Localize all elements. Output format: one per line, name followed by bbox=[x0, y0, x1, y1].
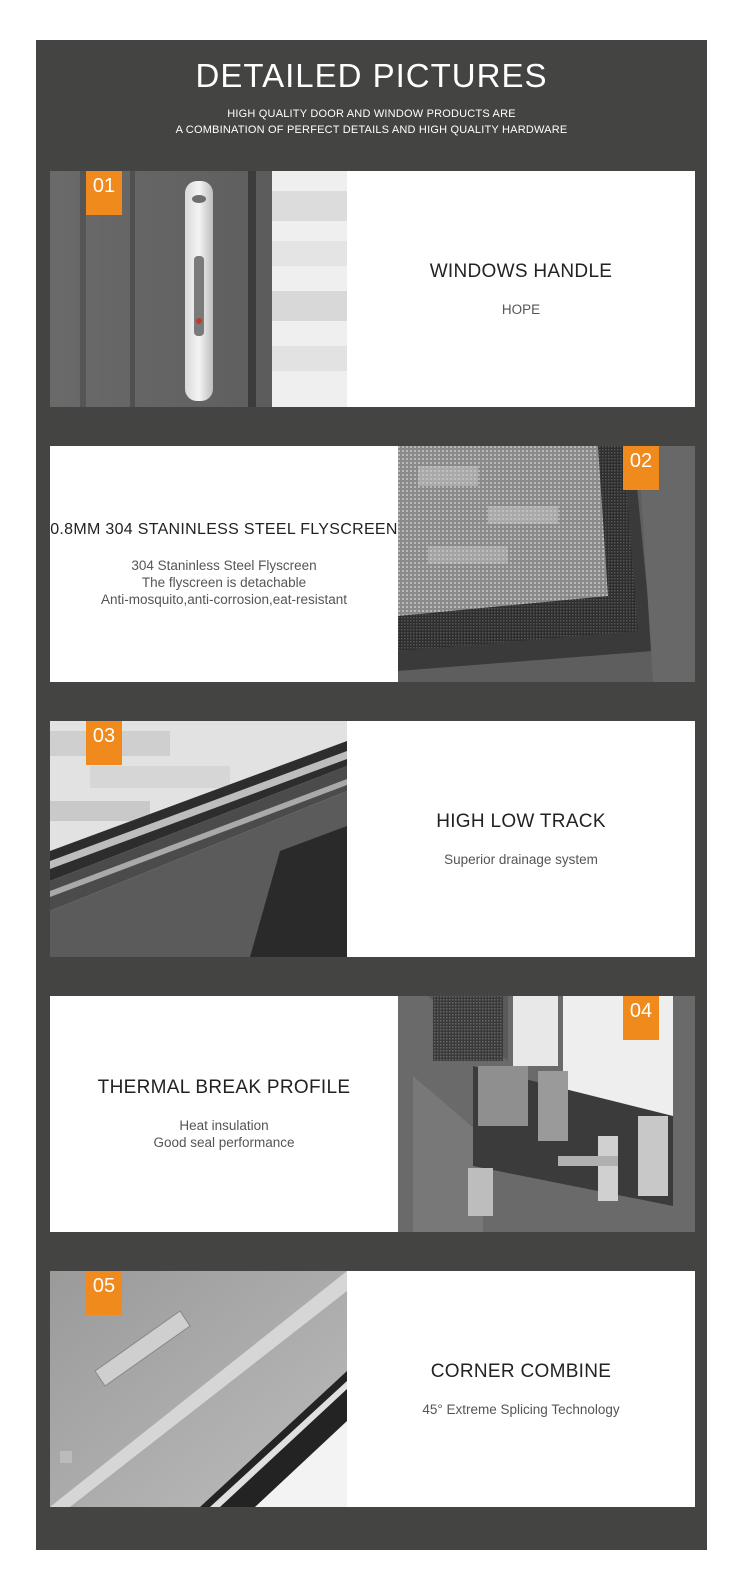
card-desc-line: 45° Extreme Splicing Technology bbox=[422, 1401, 620, 1417]
card-desc-line: Anti-mosquito,anti-corrosion,eat-resistant bbox=[100, 591, 348, 607]
number-badge: 04 bbox=[623, 996, 659, 1032]
subtitle-line-2: A COMBINATION OF PERFECT DETAILS AND HIGH QUALITY HARDWARE bbox=[175, 124, 568, 136]
card-desc-line: Heat insulation bbox=[179, 1118, 269, 1133]
card-desc-line: Superior drainage system bbox=[444, 851, 598, 867]
card-title: CORNER COMBINE bbox=[430, 1360, 612, 1382]
number-badge: 05 bbox=[86, 1271, 122, 1307]
subtitle-line-1: HIGH QUALITY DOOR AND WINDOW PRODUCTS ARE bbox=[227, 108, 516, 120]
card-title: 0.8MM 304 STANINLESS STEEL FLYSCREEN bbox=[50, 520, 398, 538]
card-desc-line: The flyscreen is detachable bbox=[141, 574, 307, 590]
profile-photo bbox=[398, 996, 695, 1232]
card-text bbox=[347, 171, 695, 407]
detail-card-02 bbox=[50, 446, 695, 682]
card-title: HIGH LOW TRACK bbox=[436, 810, 606, 832]
card-text bbox=[347, 721, 695, 957]
number-badge: 02 bbox=[623, 446, 659, 482]
page-title: DETAILED PICTURES bbox=[195, 57, 548, 94]
card-text bbox=[50, 996, 398, 1232]
detail-card-05 bbox=[50, 1271, 695, 1507]
card-text bbox=[347, 1271, 695, 1507]
card-title: THERMAL BREAK PROFILE bbox=[97, 1077, 351, 1098]
detail-card-01 bbox=[50, 171, 695, 407]
detail-card-03 bbox=[50, 721, 695, 957]
card-title: WINDOWS HANDLE bbox=[429, 260, 613, 282]
corner-photo bbox=[50, 1271, 347, 1507]
number-badge: 03 bbox=[86, 721, 122, 757]
card-desc-line: Good seal performance bbox=[153, 1135, 295, 1150]
detail-panel bbox=[36, 40, 707, 1550]
card-desc-line: HOPE bbox=[501, 301, 541, 317]
number-badge: 01 bbox=[86, 171, 122, 207]
track-photo bbox=[50, 721, 347, 957]
window-handle-photo bbox=[50, 171, 347, 407]
card-text bbox=[50, 446, 398, 682]
card-desc-line: 304 Staninless Steel Flyscreen bbox=[131, 557, 317, 573]
detail-card-04 bbox=[50, 996, 695, 1232]
flyscreen-photo bbox=[398, 446, 695, 682]
